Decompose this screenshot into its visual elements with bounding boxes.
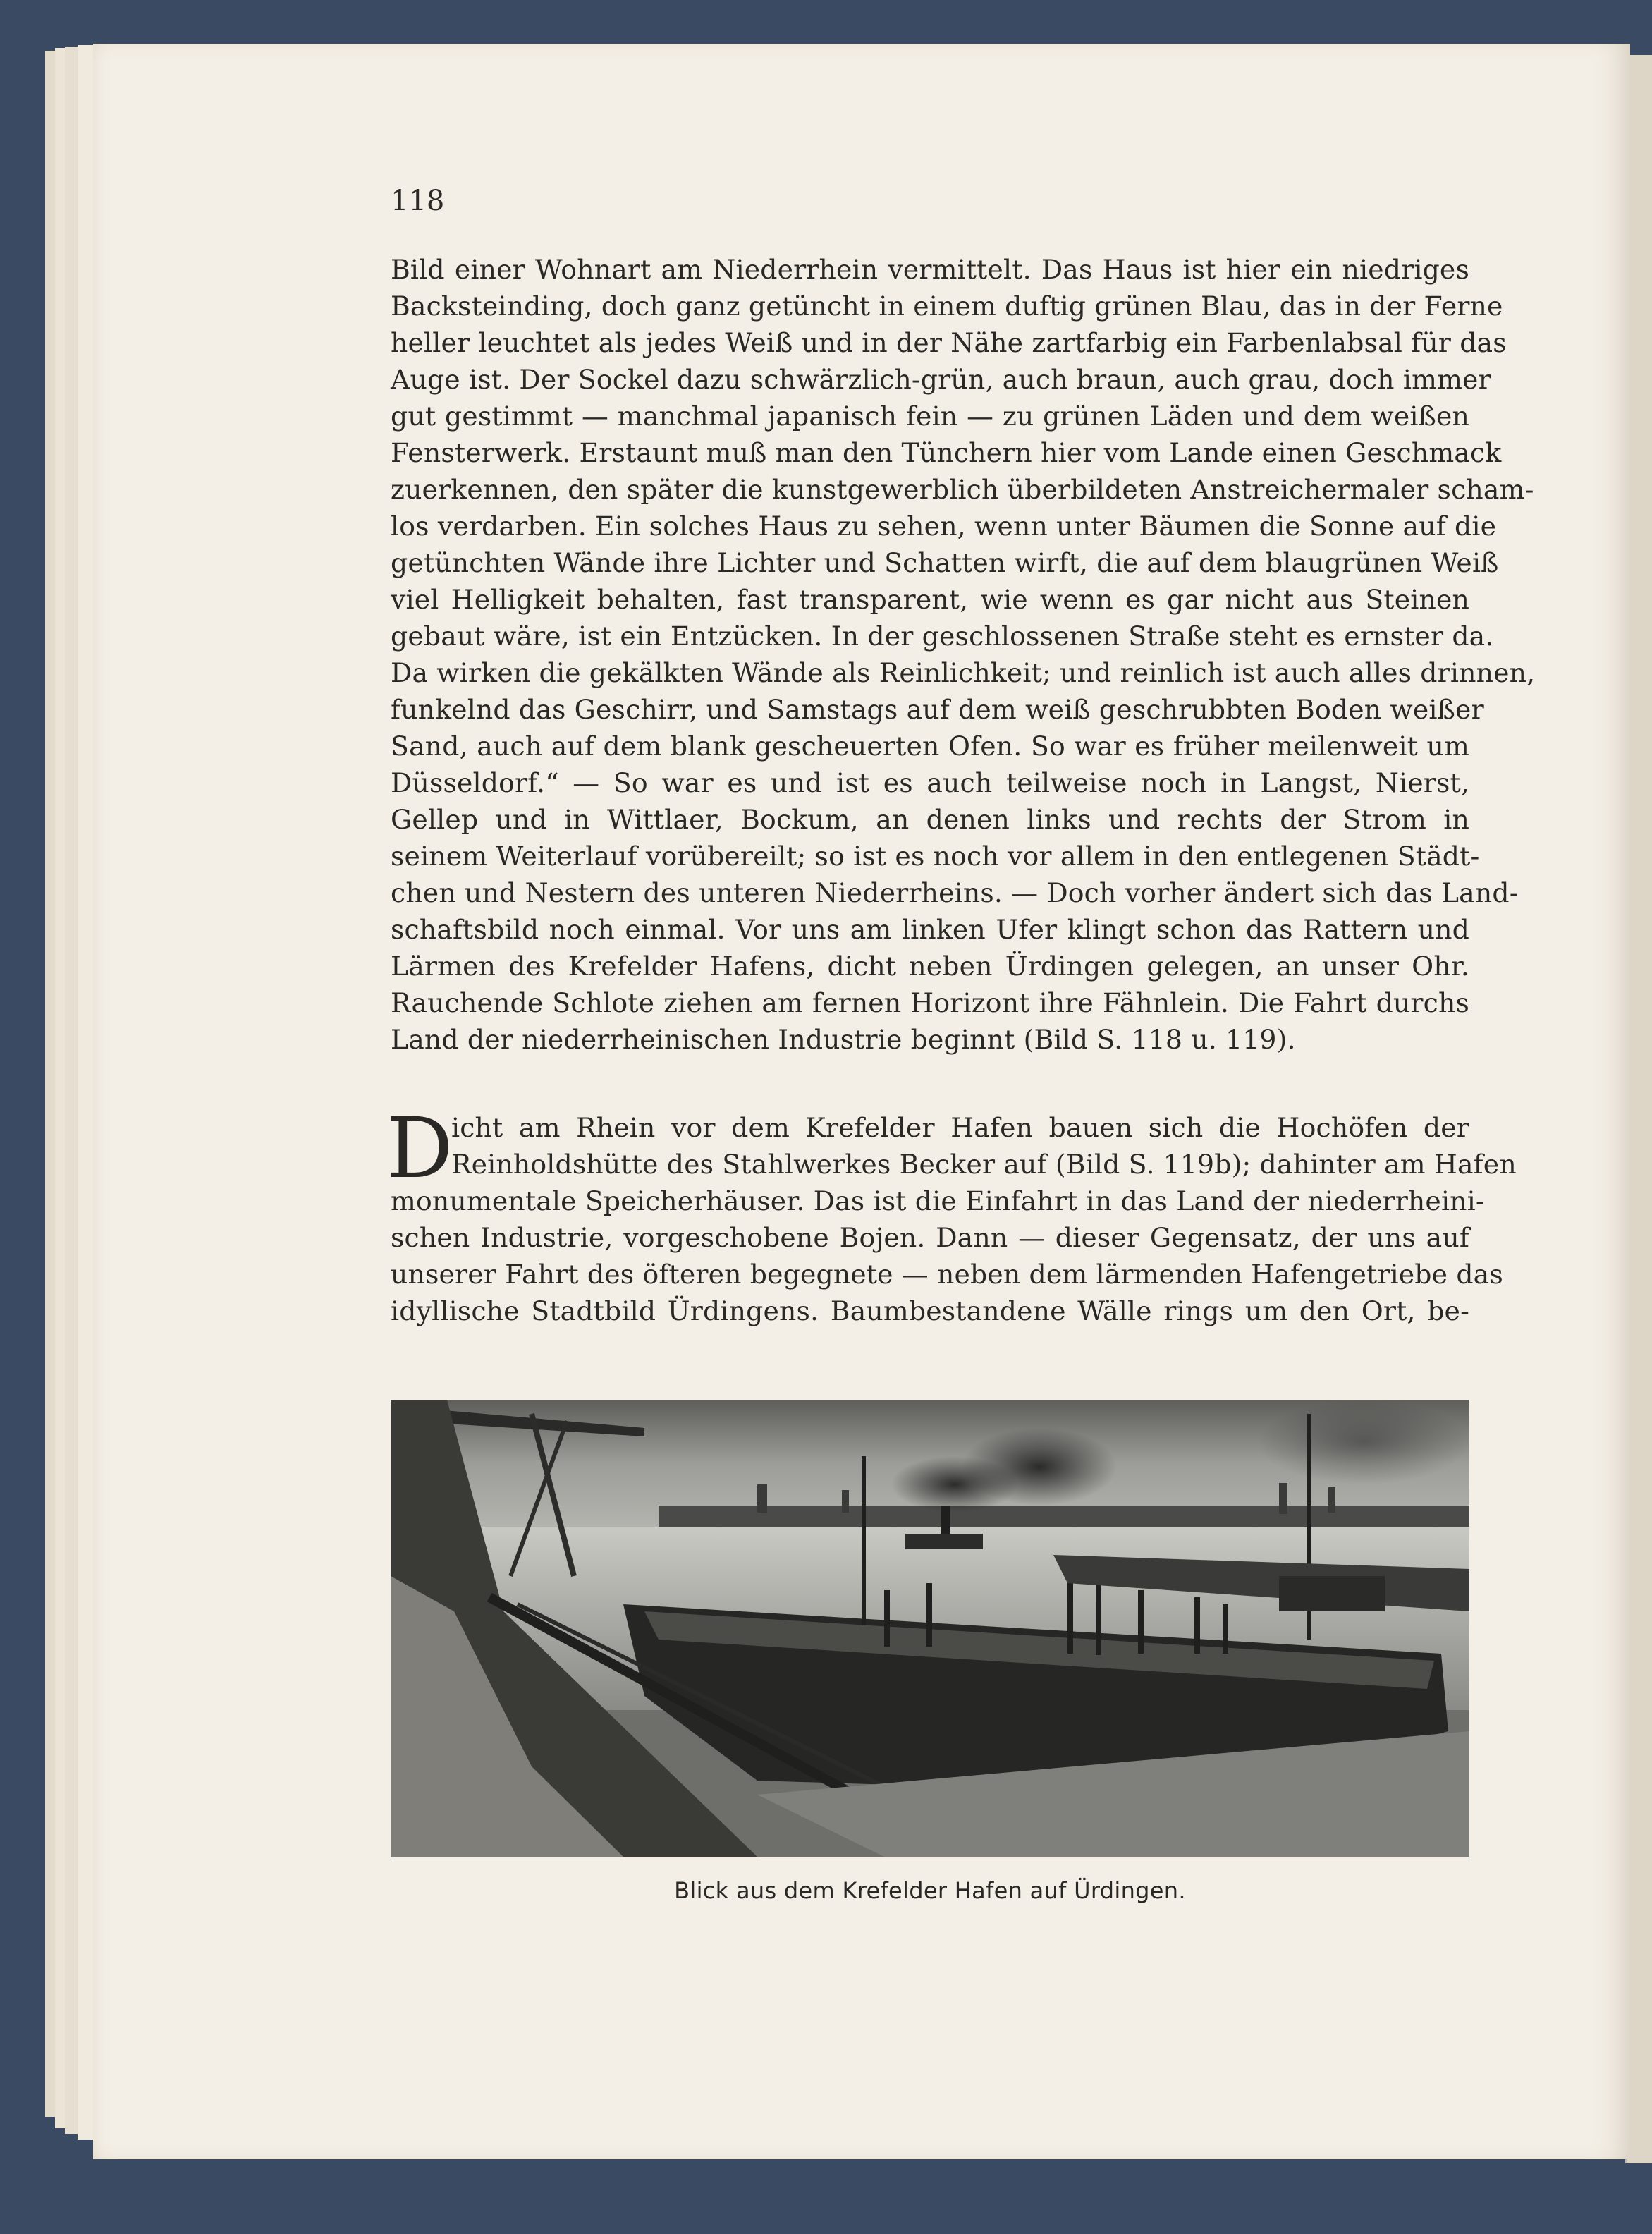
text-line: viel Helligkeit behalten, fast transparent, wie wenn es gar nicht aus Steinen [391, 584, 1469, 615]
text-line: schaftsbild noch einmal. Vor uns am linken Ufer klingt schon das Rattern und [391, 914, 1469, 945]
text-line: chen und Nestern des unteren Niederrheins. — Doch vorher ändert sich das Land- [391, 877, 1519, 908]
page-number: 118 [391, 185, 445, 217]
text-line: Da wirken die gekälkten Wände als Reinlichkeit; und reinlich ist auch alles drinnen, [391, 657, 1536, 688]
harbor-photo-illustration [391, 1400, 1469, 1857]
paragraph-2 [391, 1109, 1517, 1329]
harbor-photograph [391, 1400, 1469, 1857]
text-line: heller leuchtet als jedes Weiß und in der Nähe zartfarbig ein Farbenlabsal für das [391, 327, 1507, 358]
text-line: Auge ist. Der Sockel dazu schwärzlich-grün, auch braun, auch grau, doch immer [391, 364, 1491, 395]
paragraph-1 [391, 251, 1536, 1058]
text-line: schen Industrie, vorgeschobene Bojen. Dann — dieser Gegensatz, der uns auf [391, 1222, 1469, 1253]
text-line: seinem Weiterlauf vorübereilt; so ist es noch vor allem in den entlegenen Städt- [391, 841, 1480, 872]
text-line: Düsseldorf.“ — So war es und ist es auch teilweise noch in Langst, Nierst, [391, 767, 1469, 798]
text-line: los verdarben. Ein solches Haus zu sehen, wenn unter Bäumen die Sonne auf die [391, 511, 1497, 542]
text-line: Sand, auch auf dem blank gescheuerten Ofen. So war es früher meilenweit um [391, 731, 1469, 762]
text-line: icht am Rhein vor dem Krefelder Hafen bauen sich die Hochöfen der [451, 1112, 1469, 1143]
text-line: gebaut wäre, ist ein Entzücken. In der geschlossenen Straße steht es ernster da. [391, 621, 1494, 652]
text-line: Lärmen des Krefelder Hafens, dicht neben Ürdingen gelegen, an unser Ohr. [391, 951, 1469, 982]
text-line: Gellep und in Wittlaer, Bockum, an denen links und rechts der Strom in [391, 804, 1469, 835]
text-line: Rauchende Schlote ziehen am fernen Horizont ihre Fähnlein. Die Fahrt durchs [391, 987, 1469, 1018]
text-line: gut gestimmt — manchmal japanisch fein — zu grünen Läden und dem weißen [391, 401, 1469, 432]
text-line-last: Land der niederrheinischen Industrie beginnt (Bild S. 118 u. 119). [391, 1024, 1296, 1055]
figure-caption: Blick aus dem Krefelder Hafen auf Ürdingen. [674, 1877, 1186, 1904]
text-line: Fensterwerk. Erstaunt muß man den Tünchern hier vom Lande einen Geschmack [391, 437, 1502, 468]
text-line: unserer Fahrt des öfteren begegnete — neben dem lärmenden Hafengetriebe das [391, 1259, 1503, 1290]
text-line: Reinholdshütte des Stahlwerkes Becker auf (Bild S. 119b); dahinter am Hafen [451, 1149, 1517, 1180]
text-line: Bild einer Wohnart am Niederrhein vermittelt. Das Haus ist hier ein niedriges [391, 254, 1469, 285]
drop-cap: D [386, 1099, 453, 1197]
text-line: Backsteinding, doch ganz getüncht in einem duftig grünen Blau, das in der Ferne [391, 291, 1503, 322]
text-line: getünchten Wände ihre Lichter und Schatten wirft, die auf dem blaugrünen Weiß [391, 547, 1499, 578]
text-line: idyllische Stadtbild Ürdingens. Baumbestandene Wälle rings um den Ort, be- [391, 1295, 1469, 1326]
text-line: monumentale Speicherhäuser. Das ist die Einfahrt in das Land der niederrheini- [391, 1185, 1485, 1216]
text-line: funkelnd das Geschirr, und Samstags auf dem weiß geschrubbten Boden weißer [391, 694, 1484, 725]
text-line: zuerkennen, den später die kunstgewerblich überbildeten Anstreichermaler scham- [391, 474, 1534, 505]
